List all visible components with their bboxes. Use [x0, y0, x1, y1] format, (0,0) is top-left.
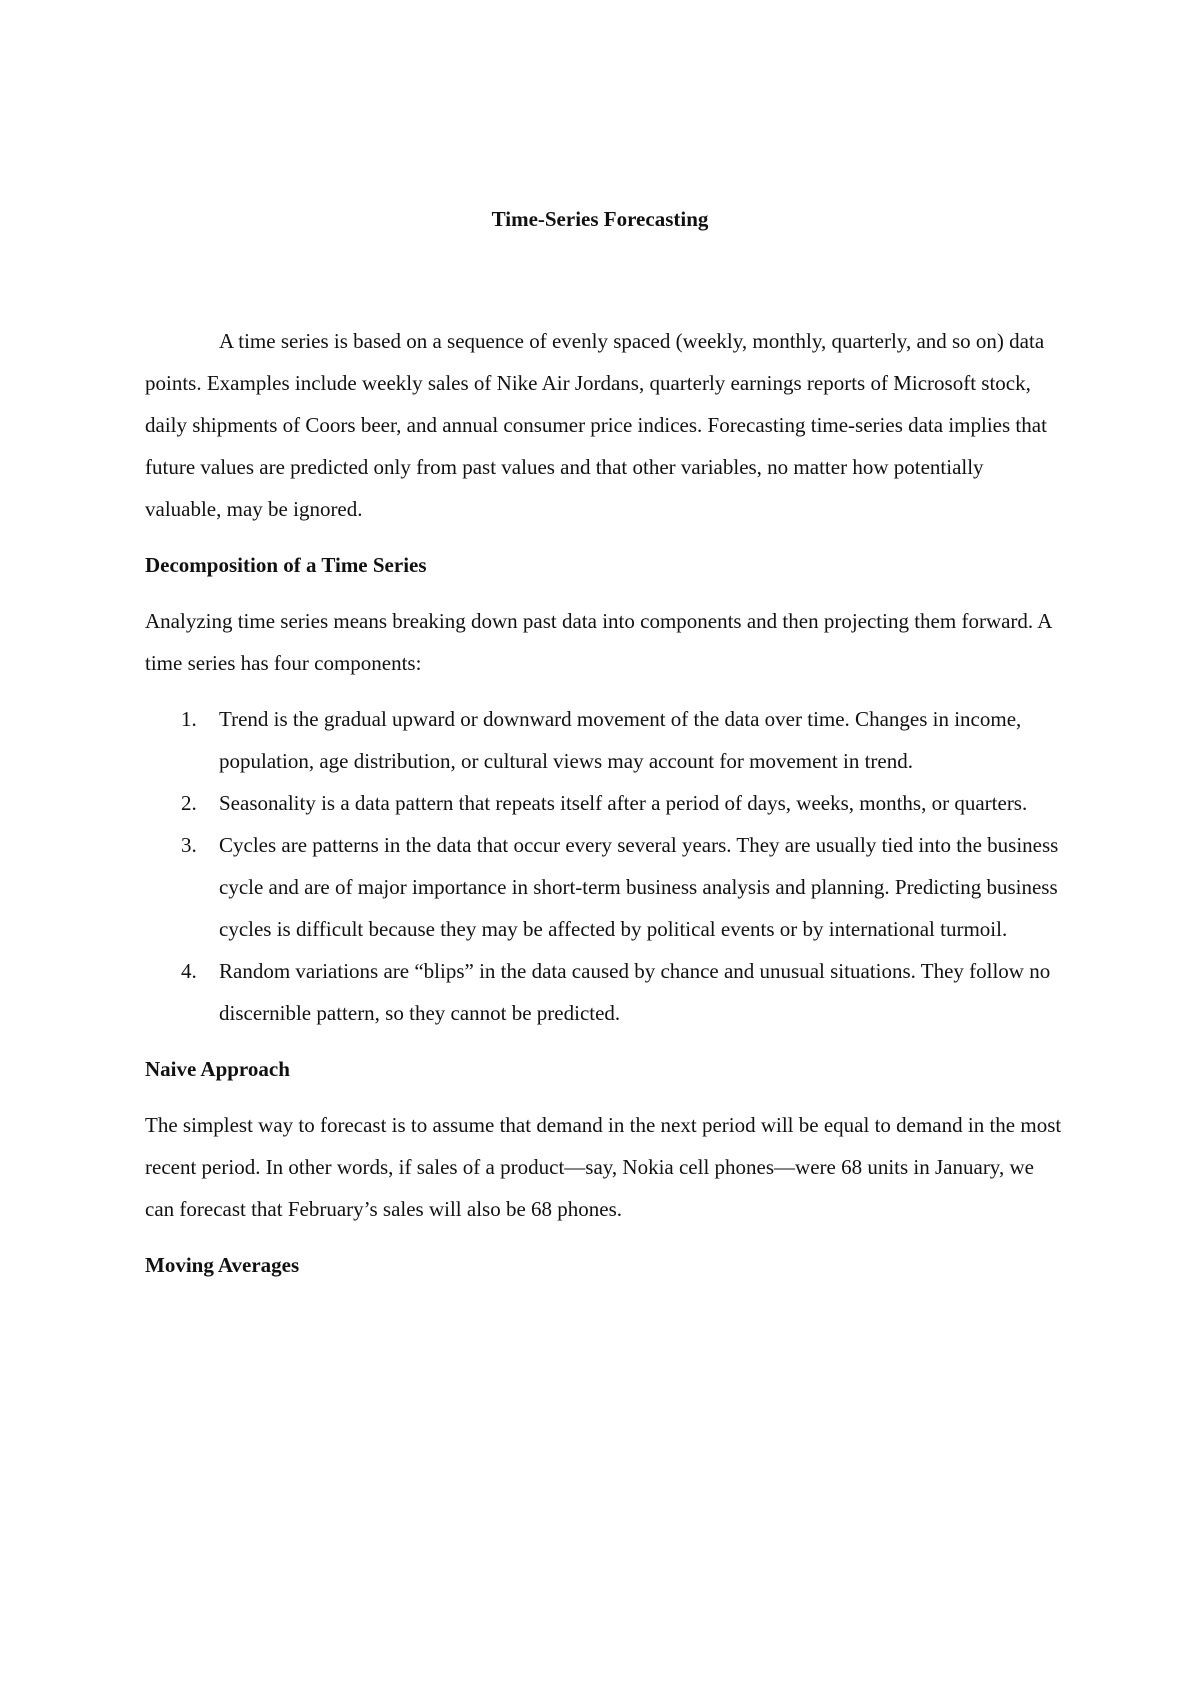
list-item-number: 2.: [181, 791, 197, 815]
list-item-number: 4.: [181, 959, 197, 983]
list-item-text: Random variations are “blips” in the data caused by chance and unusual situations. They follow no discernible pattern, so they cannot be predicted.: [219, 959, 1051, 1025]
intro-paragraph: A time series is based on a sequence of evenly spaced (weekly, monthly, quarterly, and so on) data points. Examples include weekly sales of Nike Air Jordans, quarterly earnings reports of Microsoft stock, daily shipments of Coors beer, and annual consumer price indices. Forecasting time-series data implies that future values are predicted only from past values and that other variables, no matter how potentially valuable, may be ignored.: [145, 329, 1047, 521]
list-item: [145, 950, 1065, 1034]
list-item: [145, 698, 1065, 782]
section-heading-moving-averages: Moving Averages: [145, 1253, 300, 1277]
section-heading-decomposition: Decomposition of a Time Series: [145, 553, 427, 577]
section-heading-naive: Naive Approach: [145, 1057, 290, 1081]
list-item-number: 3.: [181, 833, 197, 857]
list-item: [145, 782, 1065, 824]
decomposition-paragraph: Analyzing time series means breaking down past data into components and then projecting them forward. A time series has four components:: [145, 609, 1052, 675]
list-item-number: 1.: [181, 707, 197, 731]
components-list: [145, 698, 1065, 1034]
document-body: [145, 320, 1065, 1300]
naive-paragraph: The simplest way to forecast is to assume that demand in the next period will be equal to demand in the most recent period. In other words, if sales of a product—say, Nokia cell phones—were 68 units in January, we can forecast that February’s sales will also be 68 phones.: [145, 1113, 1062, 1221]
document-title: Time-Series Forecasting: [491, 207, 709, 231]
list-item-text: Seasonality is a data pattern that repeats itself after a period of days, weeks, months, or quarters.: [219, 791, 1028, 815]
list-item-text: Trend is the gradual upward or downward movement of the data over time. Changes in income, population, age distribution, or cultural views may account for movement in trend.: [219, 707, 1022, 773]
list-item: [145, 824, 1065, 950]
list-item-text: Cycles are patterns in the data that occur every several years. They are usually tied into the business cycle and are of major importance in short-term business analysis and planning. Predicting business cycles is difficult because they may be affected by political events or by international turmoil.: [219, 833, 1059, 941]
